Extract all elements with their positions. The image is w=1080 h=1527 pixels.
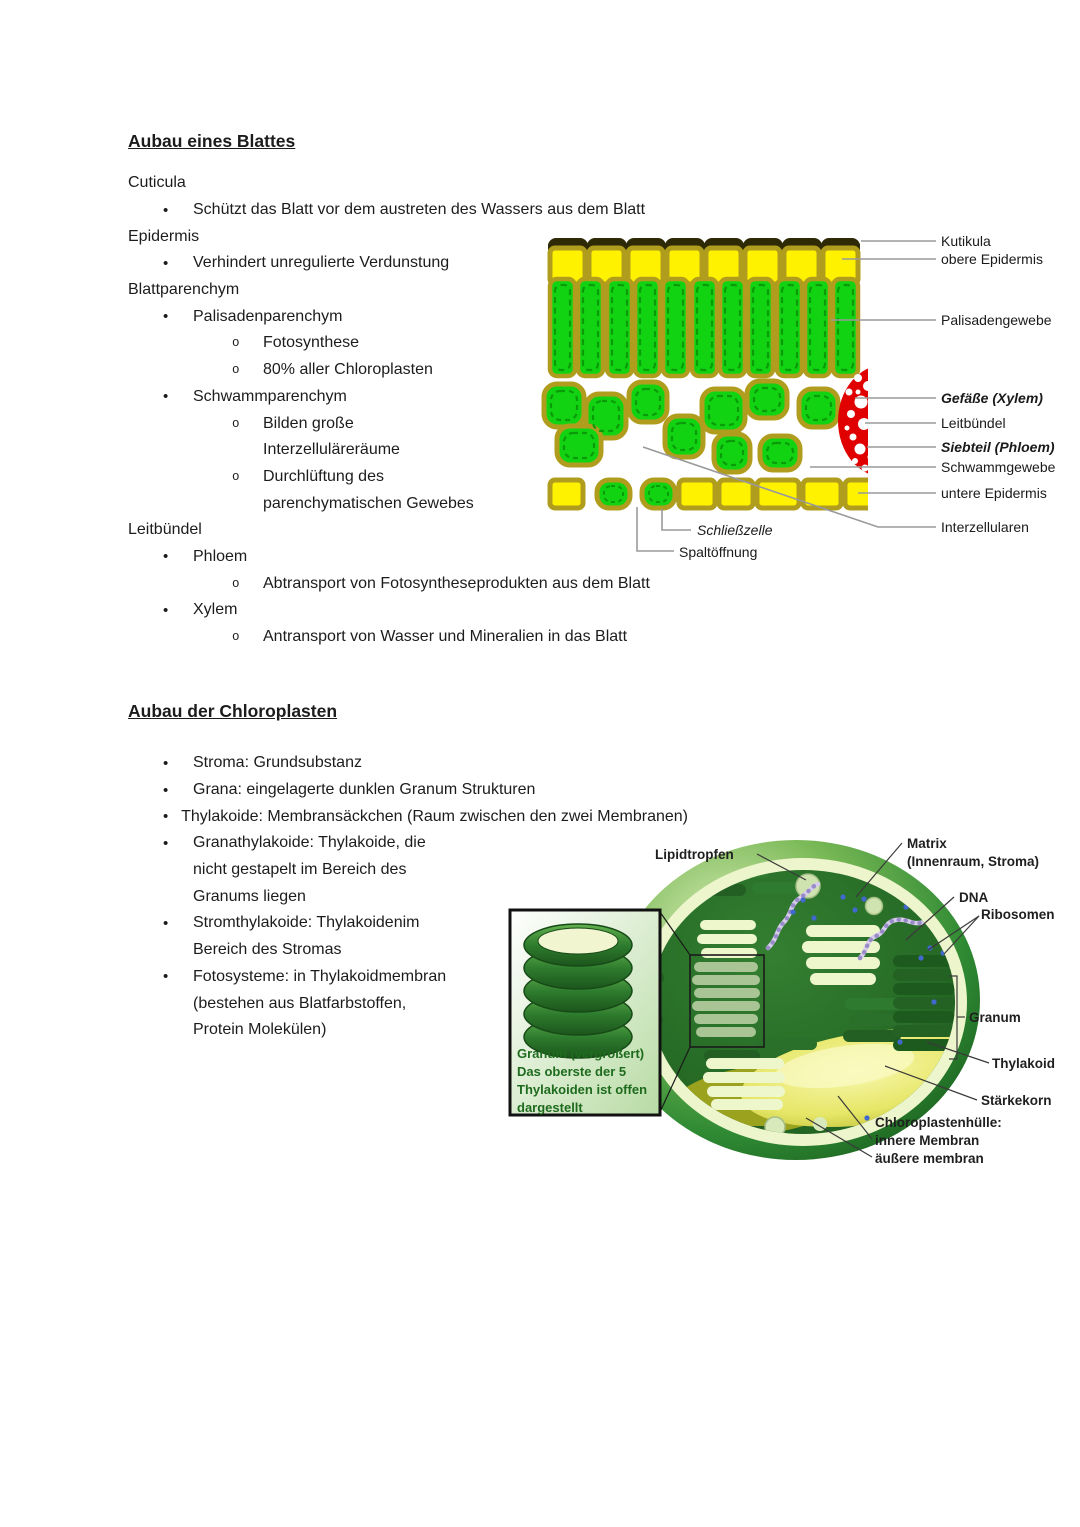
label-matrix: Matrix: [907, 836, 947, 851]
outline-item: o Durchlüftung des: [232, 467, 384, 485]
outline-item: • Xylem: [163, 601, 238, 619]
label-siebteil-phloem: Siebteil (Phloem): [941, 439, 1055, 455]
outline-item: o Antransport von Wasser und Mineralien in das Blatt: [232, 628, 628, 646]
outline-item: • Fotosysteme: in Thylakoidmembran: [163, 967, 447, 986]
bullet-icon: •: [163, 308, 169, 326]
inset-caption-line3: Thylakoiden ist offen: [517, 1082, 648, 1097]
label-lipidtropfen: Lipidtropfen: [655, 847, 734, 862]
section-title-chloroplast: Aubau der Chloroplasten: [128, 701, 338, 721]
outline-item: • Schützt das Blatt vor dem austreten des Wassers aus dem Blatt: [163, 201, 646, 219]
outline-item: • Stroma: Grundsubstanz: [163, 754, 362, 772]
circle-bullet-icon: o: [232, 630, 240, 645]
circle-bullet-icon: o: [232, 363, 240, 378]
outline-item: (bestehen aus Blatfarbstoffen,: [193, 994, 407, 1012]
label-palisadengewebe: Palisadengewebe: [941, 312, 1052, 328]
label-obere-epidermis: obere Epidermis: [941, 251, 1043, 267]
outline-item: • Grana: eingelagerte dunklen Granum Strukturen: [163, 781, 536, 799]
vascular-bundle: [838, 365, 930, 477]
inset-caption-line2: Das oberste der 5: [517, 1064, 627, 1079]
outline-item: Leitbündel: [128, 521, 202, 539]
bullet-icon: •: [163, 781, 169, 799]
section-title-leaf: Aubau eines Blattes: [128, 131, 296, 151]
label-granum: Granum: [969, 1010, 1021, 1025]
palisade-cells: [550, 279, 858, 376]
label-staerkekorn: Stärkekorn: [981, 1093, 1052, 1108]
outline-item: o 80% aller Chloroplasten: [232, 361, 433, 379]
label-kutikula: Kutikula: [941, 233, 991, 249]
bullet-icon: •: [163, 834, 169, 852]
outline-item: • Phloem: [163, 547, 248, 566]
outline-item: • Stromthylakoide: Thylakoidenim: [163, 914, 420, 932]
lower-epidermis-cells: [550, 480, 879, 508]
outline-item: o Abtransport von Fotosyntheseprodukten aus dem Blatt: [232, 574, 650, 592]
label-schwammgewebe: Schwammgewebe: [941, 459, 1056, 475]
outline-item: • Thylakoide: Membransäckchen (Raum zwischen den zwei Membranen): [163, 807, 688, 826]
inset-caption-line1: Granum (vergrößert): [517, 1046, 645, 1061]
bullet-icon: •: [163, 754, 169, 772]
outline-item: o Bilden große: [232, 414, 354, 432]
outline-item: parenchymatischen Gewebes: [263, 494, 474, 512]
circle-bullet-icon: o: [232, 469, 240, 484]
label-schliesszelle: Schließzelle: [697, 522, 773, 538]
bullet-icon: •: [163, 201, 169, 219]
enlarged-granum-stack: [524, 924, 632, 1058]
guard-cells: [597, 480, 675, 508]
label-chloroplastenhuelle: Chloroplastenhülle:: [875, 1115, 1002, 1130]
label-matrix-sub: (Innenraum, Stroma): [907, 854, 1040, 869]
bullet-icon: •: [163, 601, 169, 619]
label-interzellularen: Interzellularen: [941, 519, 1029, 535]
bullet-icon: •: [163, 548, 169, 566]
granum-stack: [893, 955, 955, 1051]
label-leitbuendel: Leitbündel: [941, 415, 1006, 431]
outline-item: o Fotosynthese: [232, 334, 360, 352]
outline-item: Interzelluläreräume: [263, 441, 400, 459]
outline-item: • Verhindert unregulierte Verdunstung: [163, 254, 450, 272]
label-dna: DNA: [959, 890, 989, 905]
bullet-icon: •: [163, 254, 169, 272]
label-thylakoid: Thylakoid: [992, 1056, 1056, 1071]
chloroplast-diagram: [505, 835, 1060, 1180]
label-innere-membran: innere Membran: [875, 1133, 980, 1148]
spongy-parenchyma-cells: [544, 381, 838, 472]
outline-item: Blattparenchym: [128, 281, 240, 299]
label-aeussere-membran: äußere membran: [875, 1151, 984, 1166]
circle-bullet-icon: o: [232, 576, 240, 591]
label-ribosomen: Ribosomen: [981, 907, 1055, 922]
bullet-icon: •: [163, 914, 169, 932]
bullet-icon: •: [163, 388, 169, 406]
outline-item: Granums liegen: [193, 887, 306, 905]
leaf-cross-section-diagram: [540, 225, 1060, 570]
outline-item: Cuticula: [128, 174, 186, 192]
granum-inset-box: [510, 910, 660, 1115]
circle-bullet-icon: o: [232, 416, 240, 431]
label-untere-epidermis: untere Epidermis: [941, 485, 1047, 501]
bullet-icon: •: [163, 968, 169, 986]
outline-item: • Palisadenparenchym: [163, 307, 343, 326]
outline-item: nicht gestapelt im Bereich des: [193, 861, 407, 879]
outline-item: • Granathylakoide: Thylakoide, die: [163, 834, 426, 852]
label-spaltoeffnung: Spaltöffnung: [679, 544, 758, 560]
outline-item: Bereich des Stromas: [193, 941, 342, 959]
bullet-icon: •: [163, 808, 169, 826]
label-gefaesse-xylem: Gefäße (Xylem): [941, 390, 1043, 406]
outline-item: Protein Molekülen): [193, 1021, 327, 1039]
inset-caption-line4: dargestellt: [517, 1100, 583, 1115]
circle-bullet-icon: o: [232, 336, 240, 351]
outline-item: Epidermis: [128, 227, 200, 245]
outline-item: • Schwammparenchym: [163, 387, 347, 406]
